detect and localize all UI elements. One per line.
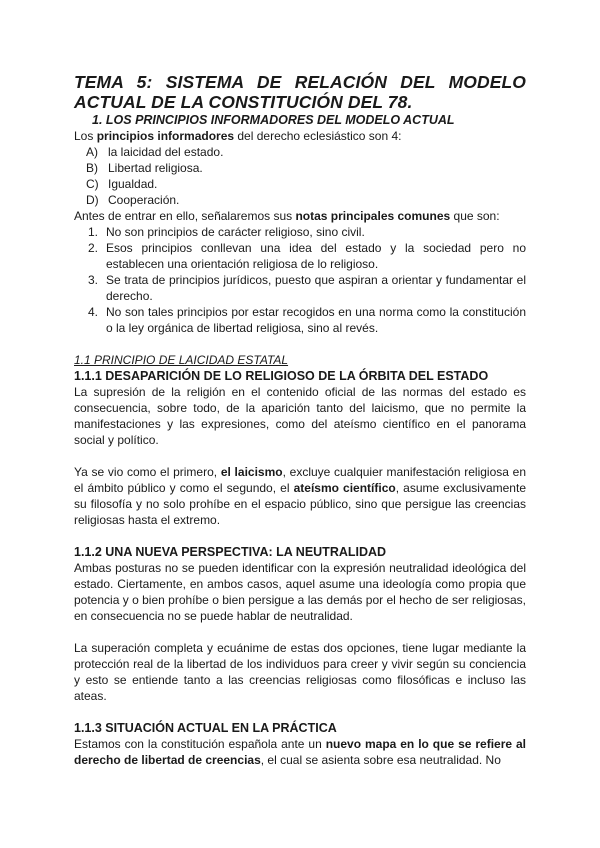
intro-text: Los xyxy=(74,129,97,143)
spacer xyxy=(74,704,526,720)
list-marker: 1. xyxy=(88,225,99,239)
paragraph: La supresión de la religión en el contenido oficial de las normas del estado es consecuencia, sobre todo, de la aparición tanto del laicismo, que no permite la manifestaciones y las expresiones, como del ateísmo científico en el panorama social y político. xyxy=(74,385,526,447)
spacer xyxy=(74,448,526,464)
term-laicismo: el laicismo xyxy=(220,465,283,479)
spacer xyxy=(74,624,526,640)
notes-bold: notas principales comunes xyxy=(295,209,451,223)
list-item xyxy=(74,144,526,160)
paragraph: La superación completa y ecuánime de estas dos opciones, tiene lugar mediante la protección real de la libertad de los individuos para creer y vivir según su conciencia y esto se entiende tanto a las creencias religiosas como filosóficas e incluso las ateas. xyxy=(74,641,526,703)
list-item-text: Se trata de principios jurídicos, puesto que aspiran a orientar y fundamentar el derecho. xyxy=(106,273,526,303)
list-item xyxy=(74,240,526,272)
list-marker: B) xyxy=(86,161,98,175)
paragraph: Ambas posturas no se pueden identificar con la expresión neutralidad ideológica del estado. Ciertamente, en ambos casos, aquel asume una ideología como propia que potencia y o bien prohíbe o bien persigue a las demás por el hecho de ser religiosas, en consecuencia no se puede hablar de neutralidad. xyxy=(74,561,526,623)
subsection-heading-1-1: 1.1 PRINCIPIO DE LAICIDAD ESTATAL xyxy=(74,353,289,367)
paragraph-text: , excluye cualquier manifestación religiosa en el ámbito público y como el segundo, el xyxy=(74,465,526,495)
notes-text-end: que son: xyxy=(450,209,500,223)
list-item xyxy=(74,304,526,336)
principles-list xyxy=(74,144,526,208)
paragraph-text: Estamos con la constitución española ante un xyxy=(74,737,326,751)
list-item-text: Igualdad. xyxy=(108,177,158,191)
list-marker: 3. xyxy=(88,273,99,287)
list-item-text: Cooperación. xyxy=(108,193,180,207)
list-item xyxy=(74,176,526,192)
list-marker: 2. xyxy=(88,241,99,255)
list-marker: D) xyxy=(86,193,99,207)
subsection-heading-1-1-2: 1.1.2 UNA NUEVA PERSPECTIVA: LA NEUTRALIDAD xyxy=(74,545,387,559)
notes-list xyxy=(74,224,526,336)
notes-paragraph xyxy=(74,208,526,224)
list-marker: A) xyxy=(86,145,98,159)
intro-paragraph xyxy=(74,128,526,144)
list-item xyxy=(74,192,526,208)
paragraph-text: , el cual se asienta sobre esa neutralidad. No xyxy=(260,753,501,767)
paragraph-text: , asume exclusivamente su filosofía y no solo prohíbe en el espacio público, sino que persigue las creencias religiosas hasta el extremo. xyxy=(74,481,526,527)
paragraph xyxy=(74,736,526,768)
list-item-text: Esos principios conllevan una idea del estado y la sociedad pero no establecen una orientación religiosa de lo religioso. xyxy=(106,241,526,271)
list-item xyxy=(74,224,526,240)
notes-text: Antes de entrar en ello, señalaremos sus xyxy=(74,209,296,223)
intro-bold: principios informadores xyxy=(96,129,235,143)
document-title: TEMA 5: SISTEMA DE RELACIÓN DEL MODELO ACTUAL DE LA CONSTITUCIÓN DEL 78. xyxy=(74,72,526,112)
paragraph xyxy=(74,464,526,528)
list-item xyxy=(74,160,526,176)
term-ateismo: ateísmo científico xyxy=(293,481,396,495)
subsection-heading-1-1-1: 1.1.1 DESAPARICIÓN DE LO RELIGIOSO DE LA ÓRBITA DEL ESTADO xyxy=(74,369,489,383)
paragraph-bold: nuevo mapa en lo que se refiere al derecho de libertad de creencias xyxy=(74,737,526,767)
spacer xyxy=(74,528,526,544)
list-item xyxy=(74,272,526,304)
list-item-text: No son tales principios por estar recogidos en una norma como la constitución o la ley orgánica de libertad religiosa, sino al revés. xyxy=(106,305,526,335)
list-marker: C) xyxy=(86,177,99,191)
list-item-text: Libertad religiosa. xyxy=(108,161,203,175)
list-item-text: la laicidad del estado. xyxy=(108,145,224,159)
section-heading: 1. LOS PRINCIPIOS INFORMADORES DEL MODELO ACTUAL xyxy=(92,113,455,127)
paragraph-text: Ya se vio como el primero, xyxy=(74,465,221,479)
list-marker: 4. xyxy=(88,305,99,319)
subsection-heading-1-1-3: 1.1.3 SITUACIÓN ACTUAL EN LA PRÁCTICA xyxy=(74,721,337,735)
intro-text-end: del derecho eclesiástico son 4: xyxy=(234,129,402,143)
list-item-text: No son principios de carácter religioso, sino civil. xyxy=(106,225,365,239)
